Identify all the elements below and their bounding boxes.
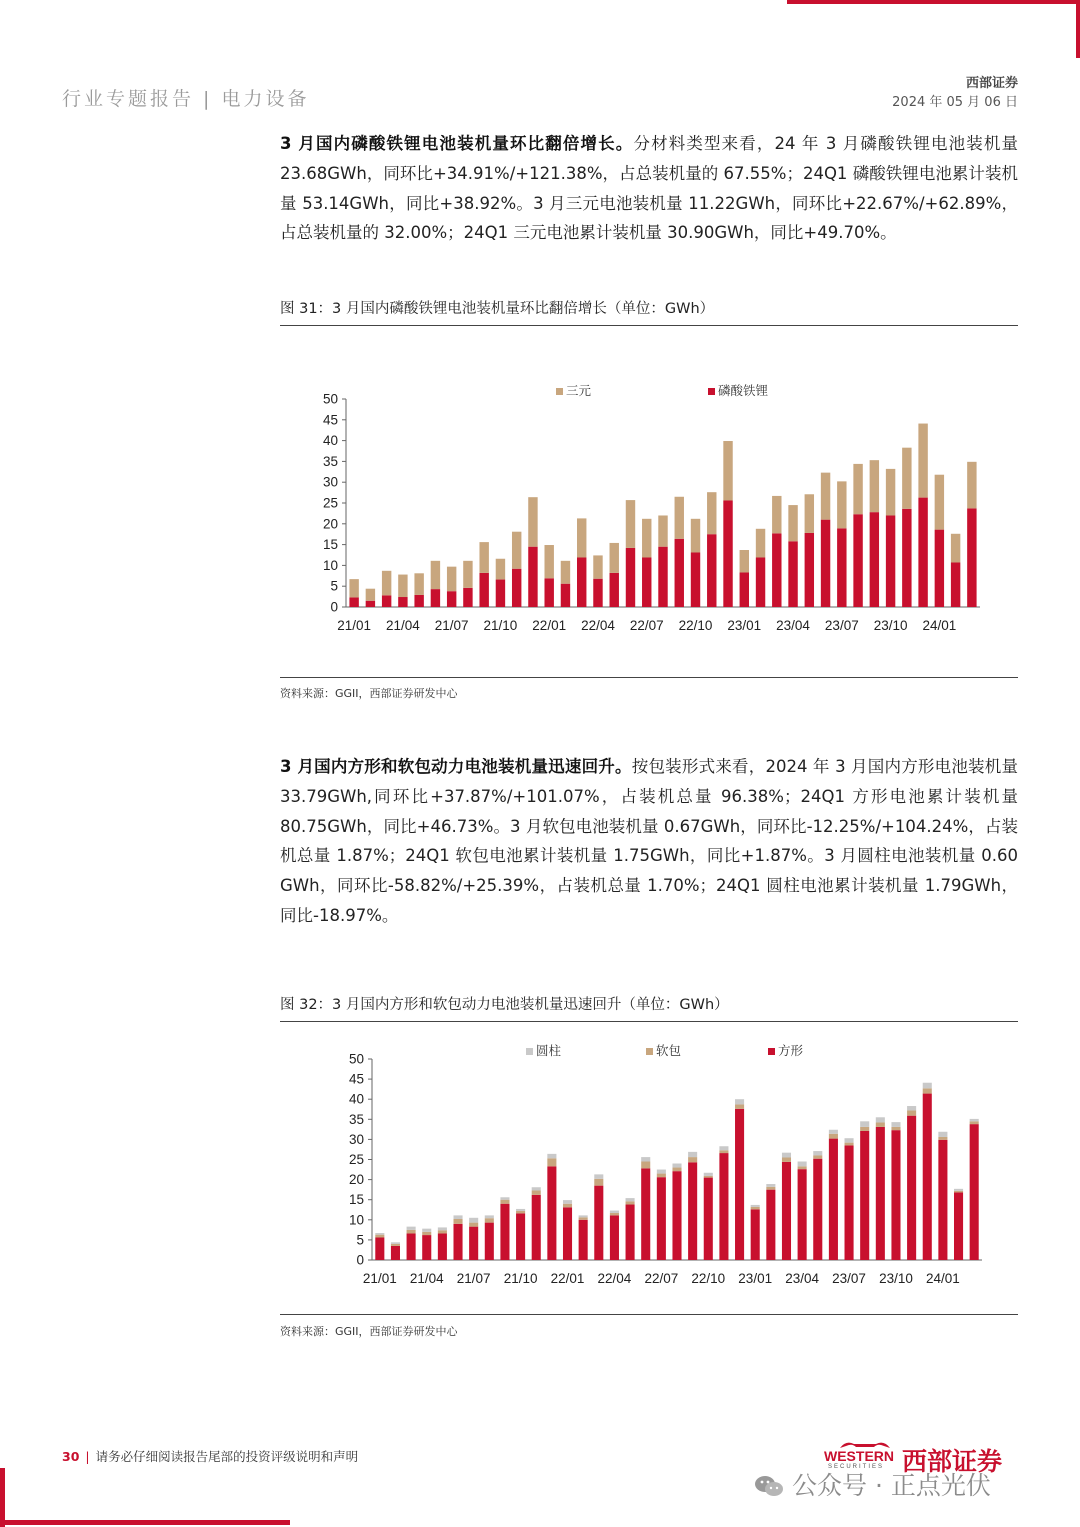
bar-segment-21/11 [512,532,521,569]
bar-segment-23/06 [829,1139,838,1260]
bar-segment-23/08 [853,514,862,607]
bar-segment-24/03 [970,1124,979,1260]
bar-segment-21/11 [532,1190,541,1194]
bar-segment-23/10 [886,515,895,607]
bar-segment-23/09 [870,512,879,607]
x-tick-label: 21/10 [503,1271,538,1286]
bar-segment-22/05 [610,543,619,573]
bar-segment-22/10 [704,1176,713,1178]
y-tick-label: 30 [322,474,338,490]
x-tick-label: 21/01 [362,1271,397,1286]
bar-segment-21/07 [469,1227,478,1260]
y-tick-label: 10 [348,1212,364,1228]
y-tick-label: 35 [322,453,338,469]
y-tick-label: 50 [322,391,338,407]
y-tick-label: 50 [348,1051,364,1067]
y-tick-label: 35 [348,1111,364,1127]
bar-segment-24/03 [970,1119,979,1121]
bar-segment-22/06 [641,1168,650,1260]
bar-segment-23/09 [876,1117,885,1122]
legend-swatch [768,1048,775,1055]
x-tick-label: 21/07 [456,1271,491,1286]
bar-segment-21/02 [391,1242,400,1244]
wechat-icon [754,1474,784,1498]
bar-segment-21/06 [453,1219,462,1224]
bar-segment-23/07 [845,1143,854,1146]
bar-segment-21/07 [469,1218,478,1223]
bar-segment-21/05 [438,1227,447,1230]
bar-segment-23/02 [766,1184,775,1187]
bar-segment-23/04 [798,1169,807,1260]
x-tick-label: 23/01 [738,1271,773,1286]
bar-segment-22/09 [688,1157,697,1162]
bar-segment-21/01 [349,597,358,607]
bar-segment-22/08 [672,1164,681,1168]
bar-segment-22/02 [579,1215,588,1217]
bar-segment-23/07 [845,1145,854,1260]
top-accent-rule [787,0,1080,4]
bar-segment-22/02 [579,1220,588,1260]
bar-segment-21/08 [463,561,472,588]
bar-segment-21/06 [453,1215,462,1219]
x-tick-label: 23/04 [785,1271,820,1286]
bar-segment-22/10 [704,1173,713,1176]
bar-segment-21/11 [512,569,521,607]
bar-segment-22/08 [658,547,667,607]
x-tick-label: 22/04 [581,618,615,633]
legend-label: 圆柱 [536,1043,562,1058]
bar-segment-21/10 [516,1213,525,1260]
report-category: 行业专题报告 | 电力设备 [62,88,310,110]
bar-segment-22/01 [544,545,553,578]
bar-segment-22/07 [642,557,651,607]
watermark-text: 公众号 · 正点光伏 [792,1471,991,1500]
bar-segment-21/09 [479,542,488,573]
legend-swatch [526,1048,533,1055]
bar-segment-23/05 [805,533,814,607]
y-tick-label: 30 [348,1131,364,1147]
bar-segment-22/04 [593,579,602,607]
figure-31-chart [300,375,1000,640]
bar-segment-22/08 [672,1168,681,1172]
bar-segment-21/09 [500,1200,509,1204]
x-tick-label: 21/10 [483,618,518,633]
bar-segment-23/12 [918,424,927,498]
bar-segment-21/03 [382,571,391,596]
bar-segment-22/05 [610,573,619,607]
bar-segment-22/01 [563,1207,572,1260]
bar-segment-21/02 [366,601,375,607]
bar-segment-22/02 [561,561,570,584]
bar-segment-21/07 [469,1223,478,1227]
bar-segment-22/06 [641,1157,650,1161]
bar-segment-21/06 [453,1224,462,1260]
bar-segment-22/02 [561,584,570,607]
report-date: 2024 年 05 月 06 日 [892,95,1018,110]
bar-segment-21/05 [438,1230,447,1233]
bar-segment-23/06 [829,1134,838,1139]
bar-segment-21/11 [532,1195,541,1260]
bar-segment-22/03 [594,1186,603,1260]
bar-segment-21/05 [414,573,423,595]
bar-segment-22/11 [719,1146,728,1150]
bar-segment-23/04 [798,1166,807,1169]
bar-segment-24/02 [951,534,960,563]
bar-segment-23/04 [788,505,797,541]
bar-segment-23/05 [813,1155,822,1158]
x-tick-label: 21/04 [385,618,420,633]
bar-segment-23/06 [829,1130,838,1134]
logo-english-sub: SECURITIES [828,1464,885,1470]
x-tick-label: 22/10 [678,618,713,633]
bar-segment-22/09 [675,539,684,607]
bar-segment-23/05 [805,494,814,533]
bar-segment-21/12 [528,547,537,607]
bar-segment-21/02 [391,1244,400,1246]
bar-segment-21/08 [485,1215,494,1218]
bar-segment-21/01 [349,579,358,597]
bar-segment-21/03 [407,1233,416,1260]
logo-english: WESTERN [824,1448,894,1464]
bar-segment-24/02 [954,1192,963,1260]
bar-segment-21/04 [398,575,407,597]
x-tick-label: 22/07 [644,1271,679,1286]
bar-segment-21/10 [516,1209,525,1211]
y-tick-label: 15 [322,537,338,553]
bar-segment-23/06 [821,473,830,520]
bar-segment-23/12 [923,1094,932,1260]
bar-segment-23/05 [813,1151,822,1155]
bar-segment-22/03 [594,1174,603,1178]
bar-segment-22/01 [544,578,553,607]
bar-segment-23/10 [891,1130,900,1260]
bar-segment-23/07 [837,481,846,528]
bar-segment-22/05 [626,1198,635,1201]
bar-segment-23/02 [766,1187,775,1190]
bar-segment-21/03 [407,1227,416,1230]
bar-segment-22/07 [657,1177,666,1260]
bar-segment-22/07 [642,519,651,558]
bar-segment-23/11 [902,448,911,509]
bar-segment-21/10 [496,580,505,607]
bar-segment-21/11 [532,1187,541,1190]
footer-disclaimer: 请务必仔细阅读报告尾部的投资评级说明和声明 [95,1449,359,1464]
bar-segment-21/04 [422,1235,431,1260]
bar-segment-22/04 [610,1215,619,1260]
bar-segment-21/02 [366,589,375,601]
bar-segment-23/01 [751,1205,760,1207]
bar-segment-24/01 [938,1132,947,1137]
bar-segment-21/03 [382,595,391,607]
page-footer [62,1447,358,1465]
x-tick-label: 21/01 [337,618,372,633]
bar-segment-21/09 [500,1197,509,1199]
bar-segment-22/11 [707,534,716,607]
x-tick-label: 22/01 [550,1271,585,1286]
bar-segment-22/04 [610,1211,619,1213]
bar-segment-21/09 [479,573,488,607]
bar-segment-23/03 [772,533,781,607]
bar-segment-21/04 [398,597,407,607]
bar-segment-22/03 [577,557,586,607]
bar-segment-21/02 [391,1246,400,1260]
x-tick-label: 23/10 [873,618,908,633]
bar-segment-22/06 [641,1162,650,1169]
y-tick-label: 5 [356,1232,364,1248]
footer-separator: | [85,1449,90,1464]
bar-segment-21/07 [447,567,456,592]
logo-chinese: 西部证券 [902,1447,1003,1476]
bar-segment-23/01 [751,1209,760,1260]
x-tick-label: 22/07 [629,618,664,633]
x-tick-label: 23/04 [776,618,810,633]
bar-segment-21/03 [407,1230,416,1234]
bar-segment-21/04 [422,1229,431,1232]
bar-segment-22/01 [563,1200,572,1204]
bar-segment-24/02 [954,1191,963,1193]
bar-segment-21/01 [375,1233,384,1235]
bar-segment-22/11 [719,1150,728,1153]
bar-segment-22/06 [626,500,635,548]
figure-32-title: 图 32：3 月国内方形和软包动力电池装机量迅速回升（单位：GWh） [280,993,1018,1022]
legend-label: 三元 [566,383,592,398]
x-tick-label: 23/07 [824,618,859,633]
figure-31-title: 图 31：3 月国内磷酸铁锂电池装机量环比翻倍增长（单位：GWh） [280,297,1018,326]
bar-segment-22/10 [691,519,700,553]
bar-segment-21/08 [485,1223,494,1260]
bar-segment-23/03 [782,1157,791,1161]
bar-segment-22/01 [563,1204,572,1208]
bar-segment-23/08 [860,1121,869,1127]
y-tick-label: 5 [330,578,338,594]
bar-segment-23/08 [860,1131,869,1260]
bar-segment-23/11 [907,1110,916,1115]
bar-segment-22/12 [723,441,732,500]
bar-segment-23/06 [821,520,830,607]
bar-segment-23/07 [845,1138,854,1142]
y-tick-label: 10 [322,557,338,573]
y-tick-label: 25 [322,495,338,511]
firm-name: 西部证券 [965,76,1018,91]
bar-segment-22/12 [735,1104,744,1108]
watermark [754,1466,991,1502]
bar-segment-23/04 [798,1162,807,1167]
x-tick-label: 22/04 [597,1271,632,1286]
bar-segment-21/07 [447,591,456,607]
y-tick-label: 0 [330,599,338,615]
bar-segment-24/03 [967,508,976,607]
bar-segment-21/08 [485,1218,494,1222]
bar-segment-23/11 [907,1116,916,1260]
bar-segment-22/09 [688,1162,697,1260]
x-tick-label: 22/01 [532,618,567,633]
bar-segment-22/12 [735,1109,744,1260]
bar-segment-21/06 [431,589,440,607]
figure-32-chart [320,1035,1000,1295]
bar-segment-22/06 [626,548,635,607]
legend-label: 软包 [656,1043,682,1058]
report-meta [892,74,1018,112]
bar-segment-23/02 [756,557,765,607]
bar-segment-22/08 [658,515,667,546]
y-tick-label: 45 [348,1071,364,1087]
bar-segment-24/01 [938,1137,947,1140]
y-tick-label: 20 [322,516,338,532]
bar-segment-22/07 [657,1170,666,1174]
bar-segment-22/10 [704,1178,713,1260]
x-tick-label: 23/07 [832,1271,866,1286]
x-tick-label: 23/01 [727,618,762,633]
bar-segment-23/11 [902,509,911,607]
bar-segment-22/10 [691,553,700,607]
bar-segment-21/12 [547,1166,556,1260]
bar-segment-23/12 [923,1088,932,1093]
paragraph-lfp [280,129,1018,248]
bar-segment-21/10 [516,1211,525,1213]
bar-segment-23/03 [772,496,781,533]
bar-segment-23/03 [782,1153,791,1158]
bar-segment-24/03 [967,462,976,509]
bar-segment-23/11 [907,1106,916,1110]
bar-segment-22/04 [593,555,602,578]
paragraph-format-lead: 3 月国内方形和软包动力电池装机量迅速回升。 [280,757,632,776]
bar-segment-21/12 [547,1154,556,1158]
bar-segment-23/01 [751,1207,760,1209]
bar-segment-23/02 [766,1190,775,1260]
legend-swatch [708,388,715,395]
x-tick-label: 22/10 [691,1271,726,1286]
bar-segment-21/08 [463,588,472,607]
bar-segment-23/04 [788,541,797,607]
bottom-left-rule-vertical [0,1468,5,1527]
bar-segment-22/12 [735,1099,744,1104]
bar-segment-22/03 [577,518,586,557]
paragraph-format [280,752,1018,931]
bar-segment-21/04 [422,1232,431,1235]
y-tick-label: 0 [356,1252,364,1268]
bar-segment-23/09 [870,460,879,512]
bar-segment-21/01 [375,1237,384,1260]
bar-segment-23/10 [886,469,895,516]
bar-segment-24/03 [970,1121,979,1124]
bar-segment-23/07 [837,528,846,607]
bar-segment-23/03 [782,1162,791,1260]
bar-segment-23/08 [853,464,862,514]
legend-swatch [646,1048,653,1055]
bar-segment-24/01 [938,1140,947,1260]
bar-segment-23/10 [891,1127,900,1130]
bar-segment-23/12 [918,498,927,607]
x-tick-label: 24/01 [922,618,957,633]
bar-segment-22/11 [719,1153,728,1260]
bar-segment-24/02 [954,1189,963,1191]
y-tick-label: 20 [348,1172,364,1188]
bar-segment-21/05 [438,1233,447,1260]
x-tick-label: 23/10 [879,1271,913,1286]
bar-segment-24/02 [951,562,960,607]
bar-segment-21/12 [528,497,537,547]
bar-segment-23/05 [813,1159,822,1260]
bar-segment-23/10 [891,1122,900,1127]
bar-segment-22/02 [579,1217,588,1219]
bar-segment-21/10 [496,559,505,580]
paragraph-format-body: 按包装形式来看，2024 年 3 月国内方形电池装机量 33.79GWh,同环比+37.87%/+101.07%，占装机总量 96.38%；24Q1 方形电池累计装机量 80.75GWh，同比+46.73%。3 月软包电池装机量 0.67GWh，同环比-12.25%/+104.24%，占装机总量 1.87%；24Q1 软包电池累计装机量 1.75GWh，同比+1.87%。3 月圆柱电池装机量 0.60 GWh，同环比-58.82%/+25.39%，占装机总量 1.70%；24Q1 圆柱电池累计装机量 1.79GWh，同比-18.97%。 [280,757,1018,925]
bar-segment-22/07 [657,1174,666,1178]
bar-segment-22/05 [626,1205,635,1260]
top-accent-rule-vertical [1076,0,1080,58]
bar-segment-22/11 [707,492,716,534]
bar-segment-21/12 [547,1158,556,1166]
paragraph-lfp-body: 分材料类型来看，24 年 3 月磷酸铁锂电池装机量 23.68GWh，同环比+34.91%/+121.38%，占总装机量的 67.55%；24Q1 磷酸铁锂电池累计装机量 53.14GWh，同比+38.92%。3 月三元电池装机量 11.22GWh，同环比+22.67%/+62.89%，占总装机量的 32.00%；24Q1 三元电池累计装机量 30.90GWh，同比+49.70%。 [280,134,1018,243]
x-tick-label: 24/01 [925,1271,960,1286]
bar-segment-21/05 [414,595,423,607]
bar-segment-24/01 [935,475,944,530]
bar-segment-22/09 [675,497,684,539]
bar-segment-22/12 [723,501,732,607]
x-tick-label: 21/07 [434,618,469,633]
page-number: 30 [62,1449,80,1464]
y-tick-label: 45 [322,412,338,428]
legend-swatch [556,388,563,395]
bottom-left-rule [0,1520,290,1525]
bar-segment-22/05 [626,1201,635,1204]
y-tick-label: 40 [348,1091,364,1107]
bar-segment-22/04 [610,1213,619,1215]
bar-segment-22/03 [594,1179,603,1186]
y-tick-label: 40 [322,433,338,449]
bar-segment-21/06 [431,561,440,589]
bar-segment-23/09 [876,1127,885,1260]
bar-segment-23/02 [756,529,765,558]
bar-segment-21/01 [375,1235,384,1238]
bar-segment-23/09 [876,1123,885,1127]
figure-31-bottom-rule [280,677,1018,678]
y-tick-label: 15 [348,1192,364,1208]
figure-32-source: 资料来源：GGII，西部证券研发中心 [280,1325,458,1338]
legend-label: 磷酸铁锂 [718,383,769,398]
bar-segment-23/08 [860,1127,869,1131]
bar-segment-22/09 [688,1152,697,1157]
figure-32-bottom-rule [280,1314,1018,1315]
bar-segment-23/01 [740,572,749,607]
bar-segment-23/01 [740,550,749,572]
y-tick-label: 25 [348,1152,364,1167]
x-tick-label: 21/04 [409,1271,444,1286]
bar-segment-22/08 [672,1171,681,1260]
legend-label: 方形 [778,1043,804,1058]
paragraph-lfp-lead: 3 月国内磷酸铁锂电池装机量环比翻倍增长。 [280,134,634,153]
bar-segment-21/09 [500,1204,509,1260]
bar-segment-23/12 [923,1083,932,1089]
figure-31-source: 资料来源：GGII，西部证券研发中心 [280,687,458,700]
bar-segment-24/01 [935,530,944,607]
